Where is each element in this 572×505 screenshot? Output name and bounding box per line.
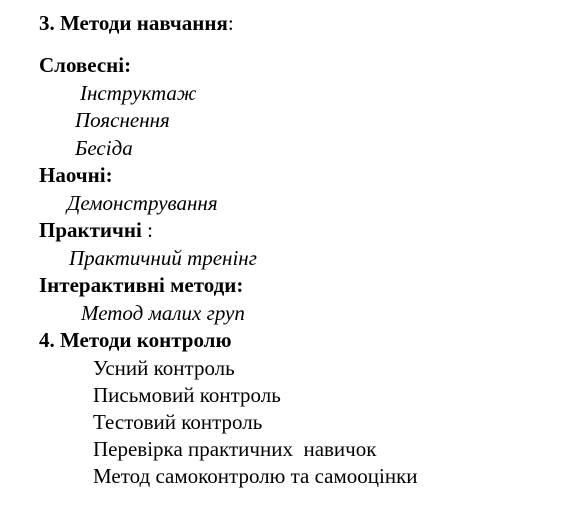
control-method-item: Метод самоконтролю та самооцінки — [93, 464, 418, 488]
control-method-item: Перевірка практичних навичок — [93, 437, 377, 461]
verbal-methods-heading: Словесні: — [39, 53, 132, 77]
section-3-heading — [39, 11, 234, 35]
section-3-title: 3. Методи навчання — [39, 11, 228, 35]
interactive-methods-heading: Інтерактивні методи: — [39, 273, 244, 297]
practical-methods-colon: : — [141, 218, 153, 242]
verbal-method-item: Інструктаж — [80, 81, 197, 105]
control-method-item: Письмовий контроль — [93, 383, 281, 407]
verbal-method-item: Бесіда — [75, 136, 133, 160]
verbal-method-item: Пояснення — [75, 108, 170, 132]
visual-methods-heading: Наочні: — [39, 163, 113, 187]
visual-method-item: Демонстрування — [67, 191, 218, 215]
practical-method-item: Практичний тренінг — [69, 246, 257, 270]
practical-methods-heading — [39, 218, 153, 242]
section-4-heading: 4. Методи контролю — [39, 328, 232, 352]
control-method-item: Тестовий контроль — [93, 410, 263, 434]
practical-methods-title: Практичні — [39, 218, 142, 242]
section-3-title-colon: : — [227, 11, 234, 35]
interactive-method-item: Метод малих груп — [81, 301, 245, 325]
control-method-item: Усний контроль — [93, 356, 235, 380]
